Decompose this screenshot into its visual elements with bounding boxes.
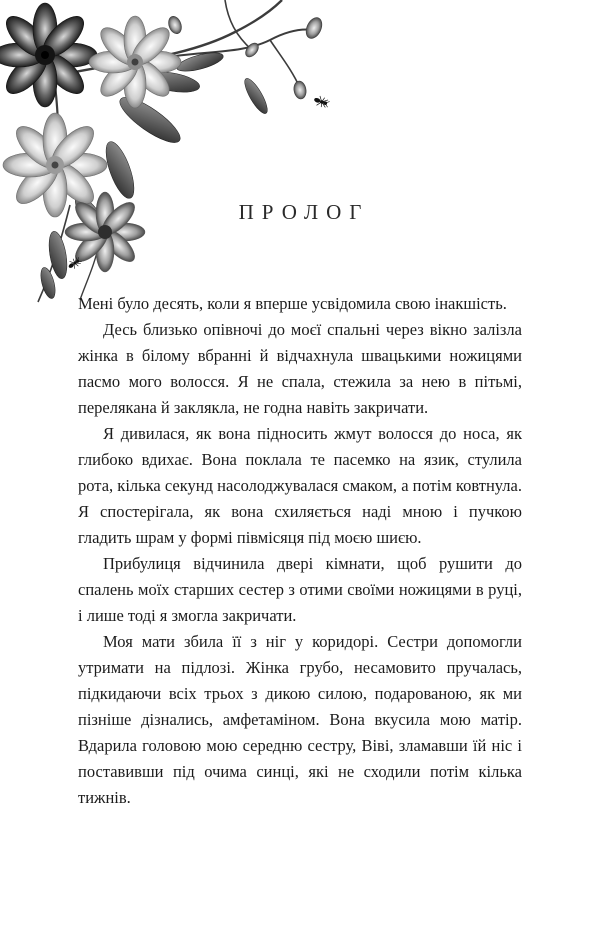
paragraph: Моя мати збила її з ніг у коридорі. Сестри допомогли утримати на підлозі. Жінка грубо, несамовито пручалась, підкидаючи всіх трьох з дикою силою, подарованою, як ми пізніше дізнались, амфетаміном. Вона вкусила мою матір. Вдарила головою мою середню сестру, Віві, зламавши їй ніс і поставивши під очима синці, які не сходили потім кілька тижнів. (78, 632, 522, 807)
paragraph: Мені було десять, коли я вперше усвідомила свою інакшість. (78, 294, 507, 313)
flower-light-top (89, 16, 181, 108)
page-title: ПРОЛОГ (238, 200, 370, 224)
paragraph: Прибулиця відчинила двері кімнати, щоб рушити до спалень моїх старших сестер з отими своїми ножицями в руці, і лише тоді я змогла закричати. (78, 554, 522, 625)
flower-dark (0, 3, 97, 107)
page-content (78, 200, 522, 811)
ant-icon (313, 94, 331, 109)
flower-buds (166, 14, 325, 99)
paragraph: Я дивилася, як вона підносить жмут волосся до носа, як глибоко вдихає. Вона поклала те пасемко на язик, стулила рота, кілька секунд насолоджувалася смаком, а потім ковтнула. Я спостерігала, як вона схиляється наді мною і пучкою гладить шрам у формі півмісяця під моєю шиєю. (78, 424, 522, 547)
paragraph: Десь близько опівночі до моєї спальні через вікно залізла жінка в білому вбранні й відчахнула швацькими ножицями пасмо мого волосся. Я не спала, стежила за нею в пітьмі, перелякана й заклякла, не годна навіть закричати. (78, 320, 522, 417)
